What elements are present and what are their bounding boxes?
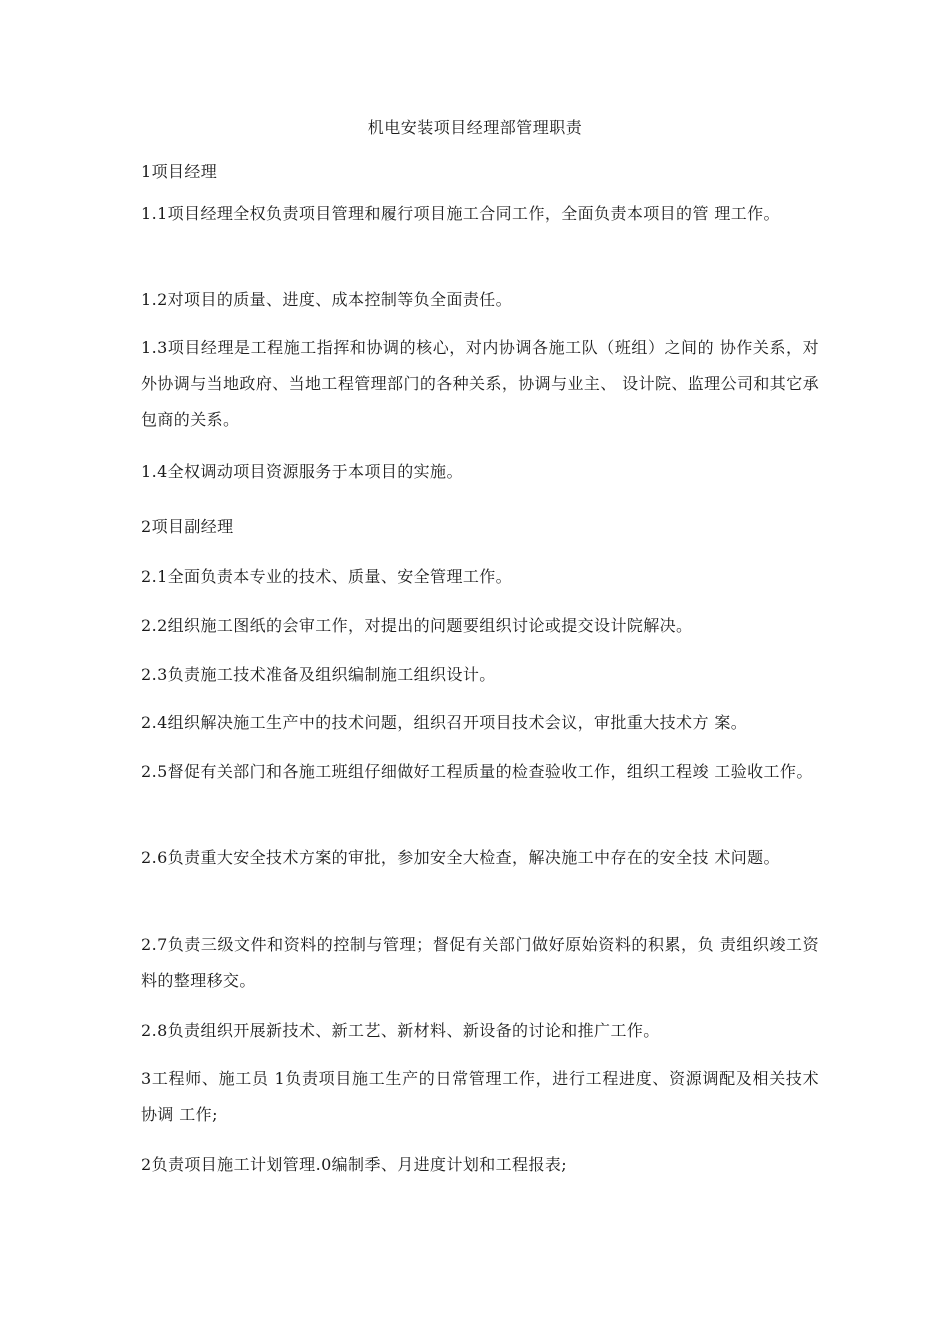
paragraph-1-4: 1.4全权调动项目资源服务于本项目的实施。 — [141, 462, 463, 481]
paragraph-2-8: 2.8负责组织开展新技术、新工艺、新材料、新设备的讨论和推广工作。 — [141, 1021, 660, 1040]
paragraph-3-1: 3工程师、施工员 1负责项目施工生产的日常管理工作，进行工程进度、资源调配及相关技术协调 工作; — [141, 1069, 819, 1124]
paragraph-1-1: 1.1项目经理全权负责项目管理和履行项目施工合同工作，全面负责本项目的管 理工作。 — [141, 204, 780, 223]
paragraph-2-6: 2.6负责重大安全技术方案的审批，参加安全大检查，解决施工中存在的安全技 术问题。 — [141, 848, 780, 867]
paragraph-2-4: 2.4组织解决施工生产中的技术问题，组织召开项目技术会议，审批重大技术方 案。 — [141, 713, 748, 732]
document-title: 机电安装项目经理部管理职责 — [367, 118, 583, 137]
paragraph-2-5: 2.5督促有关部门和各施工班组仔细做好工程质量的检查验收工作，组织工程竣 工验收工作。 — [141, 762, 813, 781]
paragraph-2-2: 2.2组织施工图纸的会审工作，对提出的问题要组织讨论或提交设计院解决。 — [141, 616, 693, 635]
paragraph-3-2: 2负责项目施工计划管理.0编制季、月进度计划和工程报表; — [141, 1155, 568, 1174]
paragraph-2-3: 2.3负责施工技术准备及组织编制施工组织设计。 — [141, 665, 496, 684]
paragraph-2-7: 2.7负责三级文件和资料的控制与管理；督促有关部门做好原始资料的积累，负 责组织竣工资料的整理移交。 — [141, 935, 819, 990]
section-heading-1: 1项目经理 — [141, 162, 218, 181]
paragraph-1-3: 1.3项目经理是工程施工指挥和协调的核心，对内协调各施工队（班组）之间的 协作关系，对外协调与当地政府、当地工程管理部门的各种关系，协调与业主、 设计院、监理公司和其它承包商的关系。 — [141, 338, 819, 429]
paragraph-1-2: 1.2对项目的质量、进度、成本控制等负全面责任。 — [141, 290, 513, 309]
paragraph-2-1: 2.1全面负责本专业的技术、质量、安全管理工作。 — [141, 567, 513, 586]
section-heading-2: 2项目副经理 — [141, 517, 234, 536]
